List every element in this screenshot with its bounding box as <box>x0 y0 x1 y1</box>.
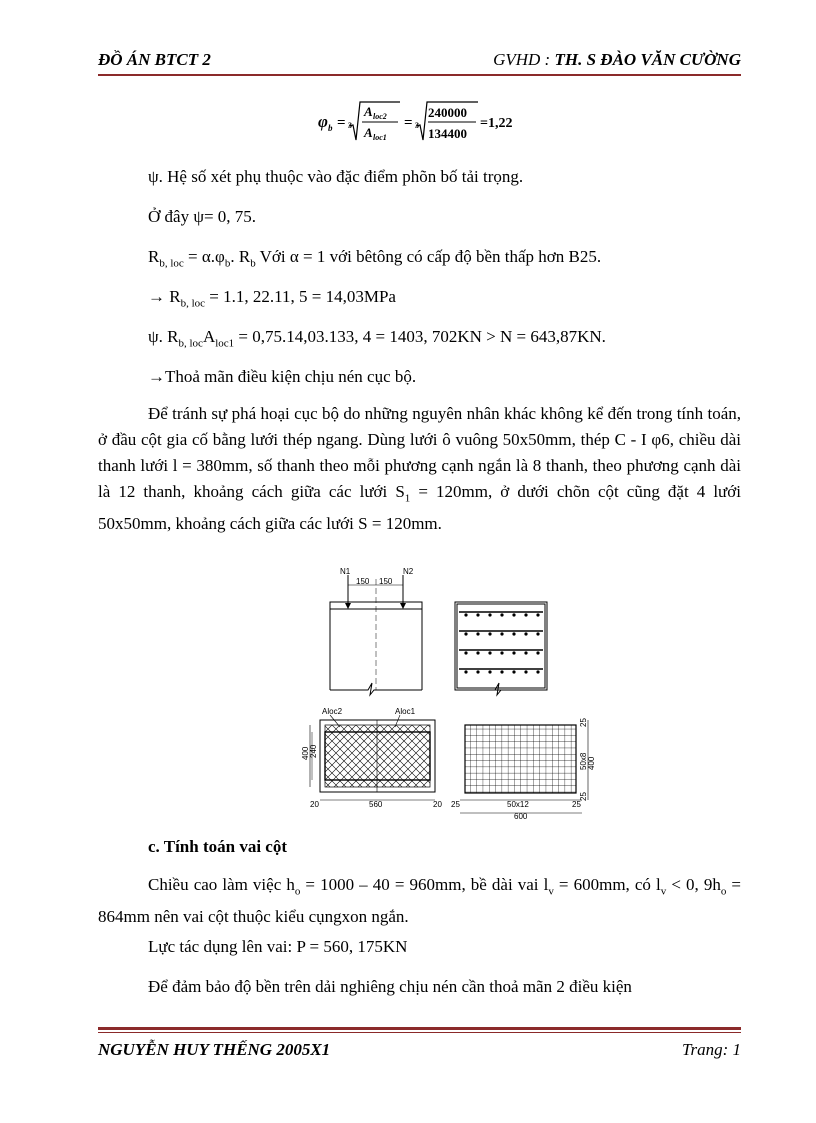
svg-text:Aloc2: Aloc2 <box>322 707 343 716</box>
text-line-2: Ở đây ψ= 0, 75. <box>148 207 257 226</box>
svg-text:25: 25 <box>579 718 588 727</box>
svg-text:25: 25 <box>579 792 588 801</box>
formula-num: 240000 <box>428 105 467 120</box>
text-line-3: $R_{b, loc} = \alpha.\varphi_b$. $R_b$ Với α = 1 với bêtông có cấp độ bền thấp hơn B25. <box>148 247 602 270</box>
text-condition: Để đảm bảo độ bền trên dải nghiêng chịu nén cần thoả mãn 2 điều kiện <box>148 977 632 996</box>
column-load-diagram <box>330 567 422 695</box>
svg-text:20: 20 <box>310 800 319 809</box>
footer-rule-thin <box>98 1032 741 1033</box>
formula-lhs-sub: b <box>328 123 333 133</box>
formula-den: 134400 <box>428 126 467 141</box>
svg-text:240: 240 <box>309 744 318 758</box>
text-load: Lực tác dụng lên vai: P = 560, 175KN <box>148 937 408 956</box>
page-header <box>98 50 741 72</box>
svg-text:N1: N1 <box>340 567 351 576</box>
mesh-layers-diagram <box>455 602 547 695</box>
paragraph-corbel: Chiều cao làm việc $h_o = 1000 - 40 = 960mm$, bề dài vai $l_v = 600mm$, có $l_v < 0$, $9h_o = 864mm$ nên vai cột thuộc kiểu cụngxon ngắn. <box>98 875 741 927</box>
svg-text:50x8: 50x8 <box>579 752 588 770</box>
mesh-grid-plan <box>451 718 596 820</box>
svg-text:25: 25 <box>451 800 460 809</box>
text-line-6: →Thoả mãn điều kiện chịu nén cục bộ. <box>148 367 417 386</box>
svg-text:Aloc1: Aloc1 <box>395 707 416 716</box>
svg-text:=: = <box>337 115 346 131</box>
paragraph-mesh: Để tránh sự phá hoại cục bộ do những nguyên nhân khác không kể đến trong tính toán, ở đầu cột gia cố bằng lưới thép ngang. Dùng lưới ô vuông 50x50mm, thép C - I φ6, chiều dài thanh lưới l = 380mm, số thanh theo mỗi phương cạnh ngắn là 8 thanh, theo phương cạnh dài là 12 thanh, khoảng cách giữa các lưới $S_1 = 120mm$, ở dưới chõn cột cũng đặt 4 lưới 50x50mm, khoảng cách giữa các lưới S = 120mm. <box>98 404 741 534</box>
footer-page: Trang: 1 <box>681 1040 741 1059</box>
text-line-5: ψ. $R_{b, loc}A_{loc1} = 0,75.14,03.133$, 4 = 1403, 702KN > N = 643,87KN. <box>148 327 606 350</box>
local-compression-plan <box>301 707 442 809</box>
formula-phi-b <box>318 98 528 144</box>
svg-text:=: = <box>404 115 413 131</box>
header-rule <box>98 74 741 76</box>
header-instructor: GVHD : TH. S ĐÀO VĂN CƯỜNG <box>493 50 741 69</box>
svg-text:20: 20 <box>433 800 442 809</box>
footer-author: NGUYỄN HUY THẾNG 2005X1 <box>98 1040 331 1059</box>
root-index-1: 3 <box>348 121 352 130</box>
section-heading: c. Tính toán vai cột <box>148 837 288 856</box>
svg-text:560: 560 <box>369 800 383 809</box>
svg-text:150: 150 <box>356 577 370 586</box>
svg-text:loc1: loc1 <box>373 133 387 142</box>
svg-text:A: A <box>364 104 373 119</box>
reinforcement-figure <box>300 565 610 820</box>
formula-lhs: φ <box>318 112 328 131</box>
footer-rule <box>98 1027 741 1030</box>
text-line-4: → $R_{b, loc} = 1.1$, 22.11, 5 = 14,03MPa <box>148 287 396 310</box>
svg-text:loc2: loc2 <box>373 112 387 121</box>
text-line-1: ψ. Hệ số xét phụ thuộc vào đặc điểm phõn bố tải trọng. <box>148 167 524 186</box>
root-index-2: 3 <box>415 121 419 130</box>
svg-text:50x12: 50x12 <box>507 800 529 809</box>
svg-text:400: 400 <box>587 756 596 770</box>
svg-text:25: 25 <box>572 800 581 809</box>
formula-result: =1,22 <box>480 116 513 131</box>
svg-text:150: 150 <box>379 577 393 586</box>
svg-text:A: A <box>364 125 373 140</box>
svg-text:600: 600 <box>514 812 528 820</box>
header-title: ĐỒ ÁN BTCT 2 <box>98 50 211 69</box>
svg-text:400: 400 <box>301 746 310 760</box>
svg-text:N2: N2 <box>403 567 414 576</box>
